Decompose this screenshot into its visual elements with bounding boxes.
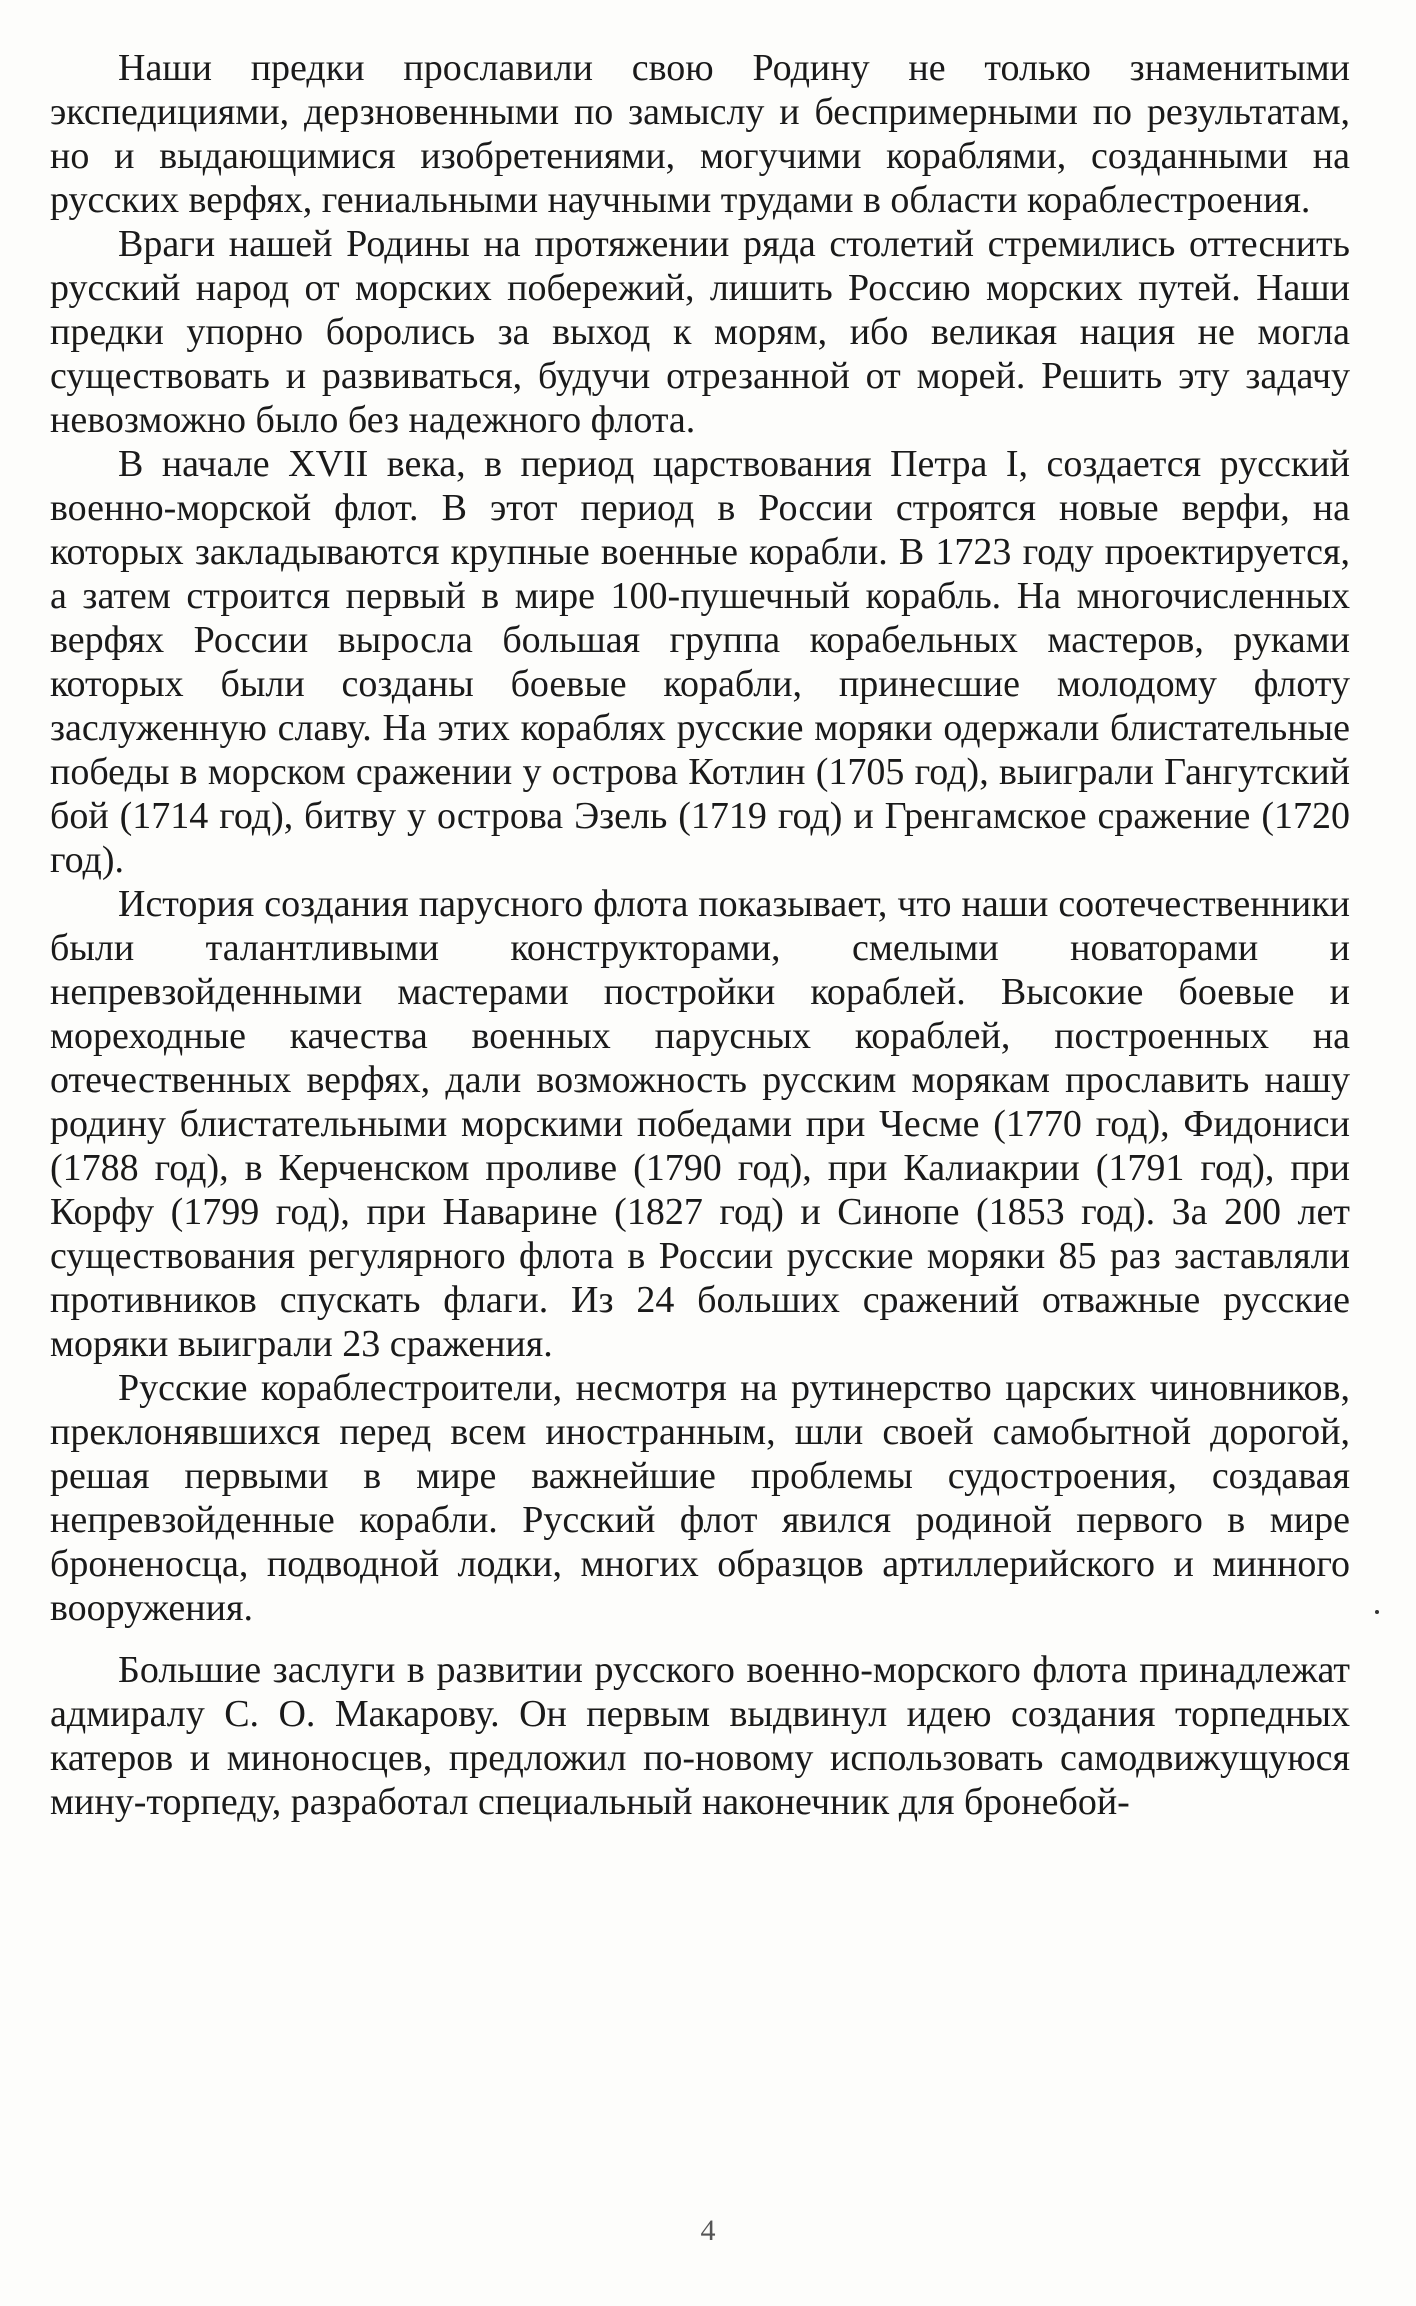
body-text	[50, 46, 1350, 1824]
page-number: 4	[700, 2214, 716, 2247]
paragraph-1: Наши предки прославили свою Родину не только знаменитыми экспедициями, дерзновенными по замыслу и беспримерными по результатам, но и выдающимися изобретениями, могучими кораблями, созданными на русских верфях, гениальными научными трудами в области кораблестроения.	[50, 47, 1350, 221]
paragraph-3: В начале XVII века, в период царствования Петра I, создается русский военно-морской флот. В этот период в России строятся новые верфи, на которых закладываются крупные военные корабли. В 1723 году проектируется, а затем строится первый в мире 100-пушечный корабль. На многочисленных верфях России выросла большая группа корабельных мастеров, руками которых были созданы боевые корабли, принесшие молодому флоту заслуженную славу. На этих кораблях русские моряки одержали блистательные победы в морском сражении у острова Котлин (1705 год), выиграли Гангутский бой (1714 год), битву у острова Эзель (1719 год) и Гренгамское сражение (1720 год).	[50, 443, 1350, 881]
paragraph-6: Большие заслуги в развитии русского военно-морского флота принадлежат адмиралу С. О. Макарову. Он первым выдвинул идею создания торпедных катеров и миноносцев, предложил по-новому использовать самодвижущуюся мину-торпеду, разработал специальный наконечник для бронебой-	[50, 1649, 1350, 1823]
paragraph-4: История создания парусного флота показывает, что наши соотечественники были талантливыми конструкторами, смелыми новаторами и непревзойденными мастерами постройки кораблей. Высокие боевые и мореходные качества военных парусных кораблей, построенных на отечественных верфях, дали возможность русским морякам прославить нашу родину блистательными морскими победами при Чесме (1770 год), Фидониси (1788 год), в Керченском проливе (1790 год), при Калиакрии (1791 год), при Корфу (1799 год), при Наварине (1827 год) и Синопе (1853 год). За 200 лет существования регулярного флота в России русские моряки 85 раз заставляли противников спускать флаги. Из 24 больших сражений отважные русские моряки выиграли 23 сражения.	[50, 883, 1350, 1365]
print-speck	[1375, 1610, 1379, 1614]
paragraph-2: Враги нашей Родины на протяжении ряда столетий стремились оттеснить русский народ от морских побережий, лишить Россию морских путей. Наши предки упорно боролись за выход к морям, ибо великая нация не могла существовать и развиваться, будучи отрезанной от морей. Решить эту задачу невозможно было без надежного флота.	[50, 223, 1350, 441]
paragraph-5: Русские кораблестроители, несмотря на рутинерство царских чиновников, преклонявшихся перед всем иностранным, шли своей самобытной дорогой, решая первыми в мире важнейшие проблемы судостроения, создавая непревзойденные корабли. Русский флот явился родиной первого в мире броненосца, подводной лодки, многих образцов артиллерийского и минного вооружения.	[50, 1367, 1350, 1629]
